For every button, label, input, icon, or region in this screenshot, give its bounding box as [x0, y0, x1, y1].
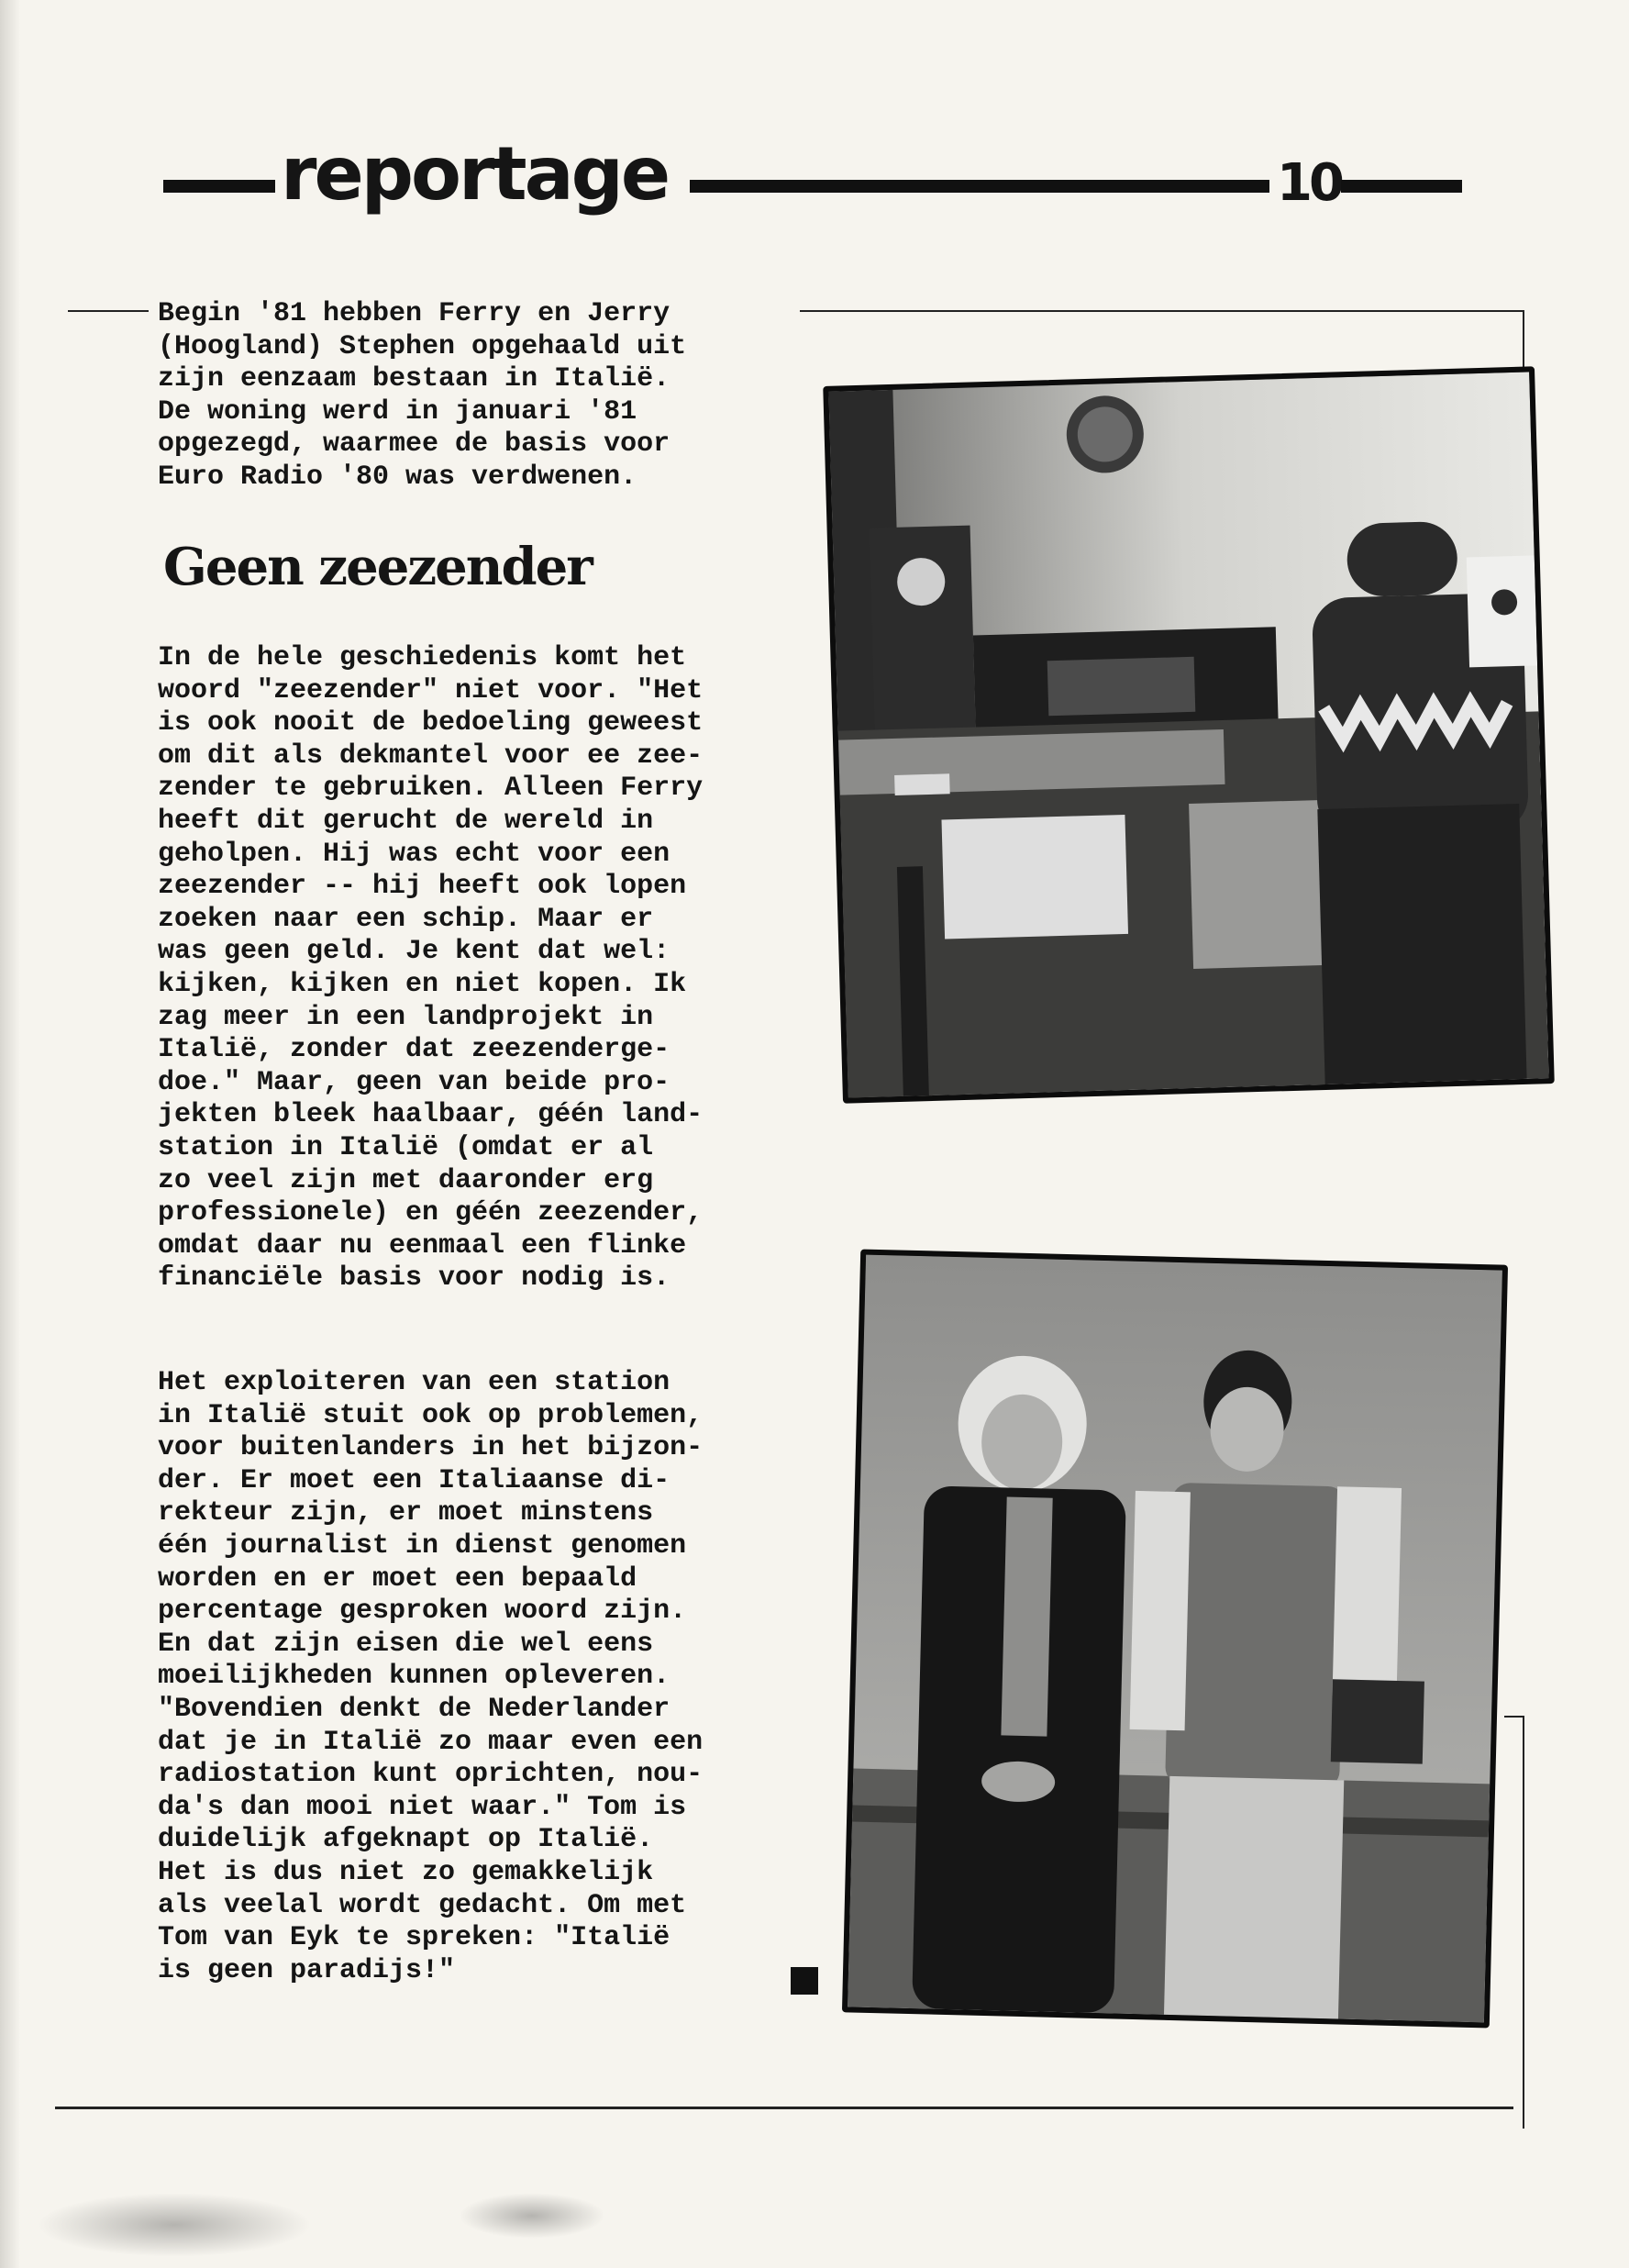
right-frame-rule-lower: [1523, 1716, 1524, 2129]
studio-photo-image: [828, 372, 1548, 1097]
top-frame-rule: [800, 310, 1524, 312]
article-paragraph-1: In de hele geschiedenis komt het woord "zeezender" niet voor. "Het is ook nooit de bedoeling geweest om dit als dekmantel voor ee zee- zender te gebruiken. Alleen Ferry heeft dit gerucht de wereld in geholpen. Hij was echt voor een zeezender -- hij heeft ook lopen zoeken naar een schip. Maar er was geen geld. Je kent dat wel: kijken, kijken en niet kopen. Ik zag meer in een landprojekt in Italië, zonder dat zeezenderge- doe." Maar, geen van beide pro- jekten bleek haalbaar, géén land- station in Italië (omdat er al zo veel zijn met daaronder erg professionele) en géén zeezender, omdat daar nu eenmaal een flinke financiële basis voor nodig is.: [158, 642, 704, 1295]
article-subheading: Geen zeezender: [163, 537, 592, 597]
section-title: reportage: [281, 131, 669, 217]
bottom-frame-rule: [55, 2107, 1513, 2109]
article-intro: Begin '81 hebben Ferry en Jerry (Hoogland) Stephen opgehaald uit zijn eenzaam bestaan in Italië. De woning werd in januari '81 opgezegd, waarmee de basis voor Euro Radio '80 was verdwenen.: [158, 298, 687, 493]
page-edge-shadow: [0, 0, 20, 2268]
page-number: 10: [1277, 153, 1341, 213]
header-rule-right: [1341, 180, 1462, 193]
paper-stain-middle: [459, 2193, 605, 2239]
two-men-photo: [842, 1249, 1508, 2028]
studio-photo: [823, 366, 1555, 1103]
paper-stain-left: [37, 2193, 312, 2257]
two-men-photo-image: [848, 1255, 1502, 2023]
right-frame-tick: [1504, 1716, 1524, 1718]
article-paragraph-2: Het exploiteren van een station in Italië stuit ook op problemen, voor buitenlanders in het bijzon- der. Er moet een Italiaanse di- rekteur zijn, er moet minstens één journalist in dienst genomen worden en er moet een bepaald percentage gesproken woord zijn. En dat zijn eisen die wel eens moeilijkheden kunnen opleveren. "Bovendien denkt de Nederlander dat je in Italië zo maar even een radiostation kunt oprichten, nou- da's dan mooi niet waar." Tom is duidelijk afgeknapt op Italië. Het is dus niet zo gemakkelijk als veelal wordt gedacht. Om met Tom van Eyk te spreken: "Italië is geen paradijs!": [158, 1367, 704, 1986]
header-rule-left: [163, 180, 275, 193]
header-rule-middle: [690, 180, 1269, 193]
end-of-article-mark: [791, 1967, 818, 1995]
intro-rule-left: [68, 310, 149, 312]
